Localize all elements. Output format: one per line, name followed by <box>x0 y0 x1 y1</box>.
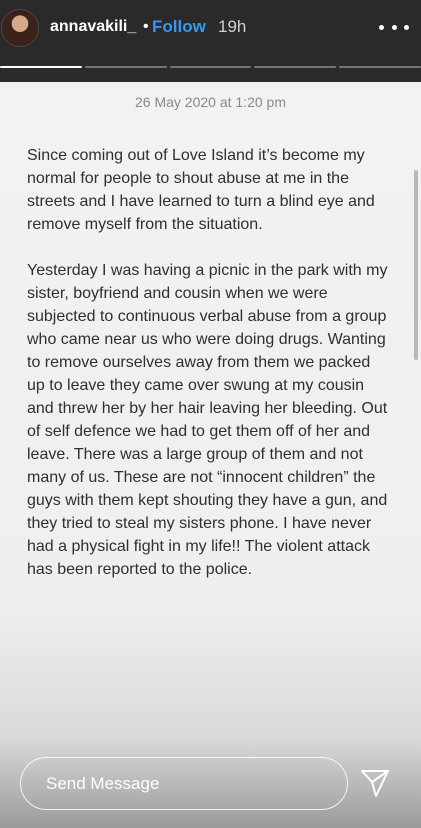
separator-dot: • <box>143 18 149 35</box>
progress-segment <box>254 66 336 68</box>
follow-button[interactable]: Follow <box>152 17 206 36</box>
send-icon[interactable] <box>359 767 391 799</box>
scroll-indicator <box>414 170 418 360</box>
avatar[interactable] <box>2 10 38 46</box>
send-message-placeholder: Send Message <box>46 774 160 793</box>
time-ago: 19h <box>218 17 247 36</box>
story-header <box>0 0 421 56</box>
note-timestamp: 26 May 2020 at 1:20 pm <box>135 94 286 110</box>
progress-segment <box>0 66 82 68</box>
progress-segment <box>170 66 252 68</box>
more-options-icon[interactable] <box>379 16 409 38</box>
note-body <box>27 144 392 581</box>
story-progress-bar <box>0 66 421 69</box>
more-dot <box>392 25 397 30</box>
more-dot <box>404 25 409 30</box>
username[interactable]: annavakili_ <box>50 18 137 35</box>
progress-segment <box>85 66 167 68</box>
note-paragraph: Since coming out of Love Island it’s become my normal for people to shout abuse at me in the streets and I have learned to turn a blind eye and remove myself from the situation. <box>27 147 375 233</box>
note-paragraph: Yesterday I was having a picnic in the park with my sister, boyfriend and cousin when we were subjected to continuous verbal abuse from a group who came near us who were doing drugs. Wanting to remove ourselves away from them we packed up to leave they came over swung at my cousin and threw her by her hair leaving her bleeding. Out of self defence we had to get them off of her and leave. There was a large group of them and not many of us. These are not “innocent children” the guys with them kept shouting they have a gun, and they tried to steal my sisters phone. I have never had a physical fight in my life!! The violent attack has been reported to the police. <box>27 262 388 578</box>
send-message-input[interactable] <box>20 757 348 810</box>
more-dot <box>379 25 384 30</box>
progress-segment <box>339 66 421 68</box>
